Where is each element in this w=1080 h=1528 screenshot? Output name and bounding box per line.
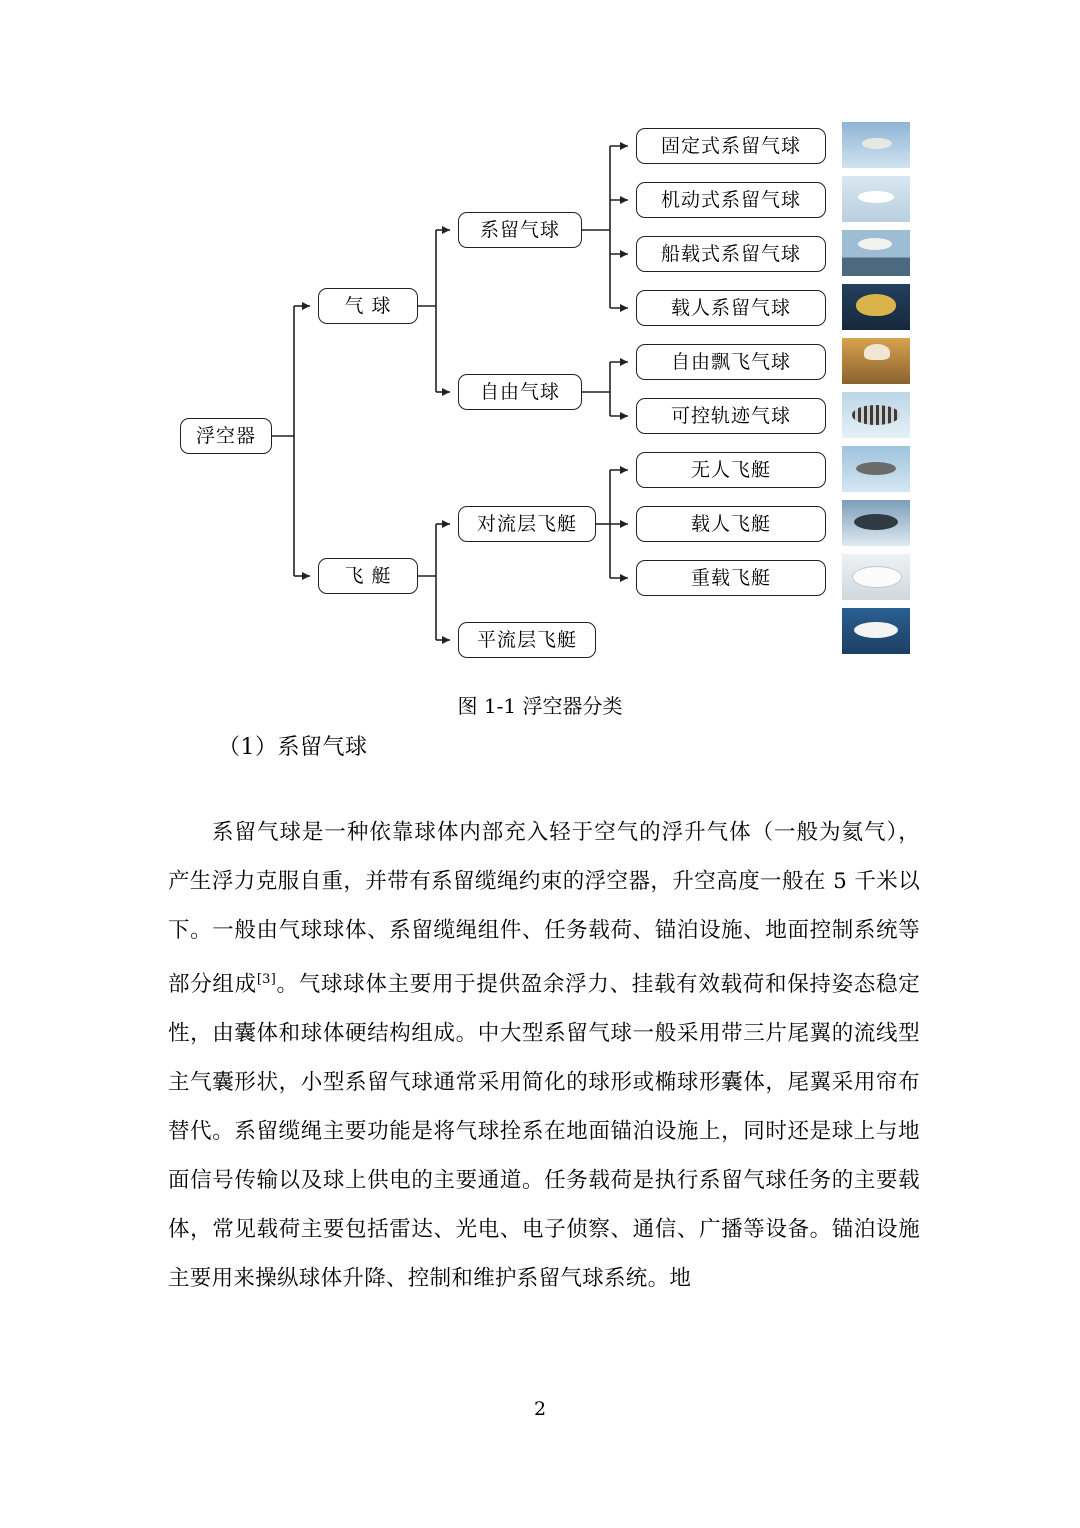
citation-reference: [3]	[256, 971, 277, 987]
node-root-floating-vehicle: 浮空器	[180, 418, 272, 454]
node-free-balloon: 自由气球	[458, 374, 582, 410]
page-number: 2	[533, 1398, 547, 1420]
body-paragraph	[168, 808, 920, 1303]
paragraph-part-2: 。气球球体主要用于提供盈余浮力、挂载有效载荷和保持姿态稳定性，由囊体和球体硬结构组成。中大型系留气球一般采用带三片尾翼的流线型主气囊形状，小型系留气球通常采用简化的球形或椭球形囊体，尾翼采用帘布替代。系留缆绳主要功能是将气球拴系在地面锚泊设施上，同时还是球上与地面信号传输以及球上供电的主要通道。任务载荷是执行系留气球任务的主要载体，常见载荷主要包括雷达、光电、电子侦察、通信、广播等设备。锚泊设施主要用来操纵球体升降、控制和维护系留气球系统。地	[168, 971, 921, 1291]
figure-floating-vehicle-classification	[170, 110, 910, 718]
node-manned-tethered-balloon: 载人系留气球	[636, 290, 826, 326]
node-stratospheric-airship: 平流层飞艇	[458, 622, 596, 658]
tethered-mobile-balloon-photo	[842, 176, 910, 222]
node-mobile-tethered-balloon: 机动式系留气球	[636, 182, 826, 218]
node-shipborne-tethered-balloon: 船载式系留气球	[636, 236, 826, 272]
ship-tethered-balloon-photo	[842, 230, 910, 276]
unmanned-airship-photo	[842, 446, 910, 492]
manned-tethered-balloon-photo	[842, 284, 910, 330]
figure-caption: 图 1-1 浮空器分类	[457, 694, 623, 718]
manned-airship-photo	[842, 500, 910, 546]
heavy-airship-photo	[842, 554, 910, 600]
node-tethered-balloon: 系留气球	[458, 212, 582, 248]
node-controllable-trajectory-balloon: 可控轨迹气球	[636, 398, 826, 434]
node-airship: 飞 艇	[318, 558, 418, 594]
paragraph-part-1: 系留气球是一种依靠球体内部充入轻于空气的浮升气体（一般为氦气），产生浮力克服自重，并带有系留缆绳约束的浮空器，升空高度一般在 5 千米以下。一般由气球球体、系留缆绳组件、任务载荷、锚泊设施、地面控制系统等部分组成	[168, 819, 920, 997]
node-manned-airship: 载人飞艇	[636, 506, 826, 542]
node-tropospheric-airship: 对流层飞艇	[458, 506, 596, 542]
trajectory-balloon-photo	[842, 392, 910, 438]
node-heavy-lift-airship: 重载飞艇	[636, 560, 826, 596]
node-unmanned-airship: 无人飞艇	[636, 452, 826, 488]
section-heading: （1）系留气球	[218, 735, 368, 760]
stratospheric-airship-photo	[842, 608, 910, 654]
node-balloon: 气 球	[318, 288, 418, 324]
node-free-drifting-balloon: 自由飘飞气球	[636, 344, 826, 380]
node-fixed-tethered-balloon: 固定式系留气球	[636, 128, 826, 164]
free-flying-balloon-photo	[842, 338, 910, 384]
tethered-fixed-balloon-photo	[842, 122, 910, 168]
